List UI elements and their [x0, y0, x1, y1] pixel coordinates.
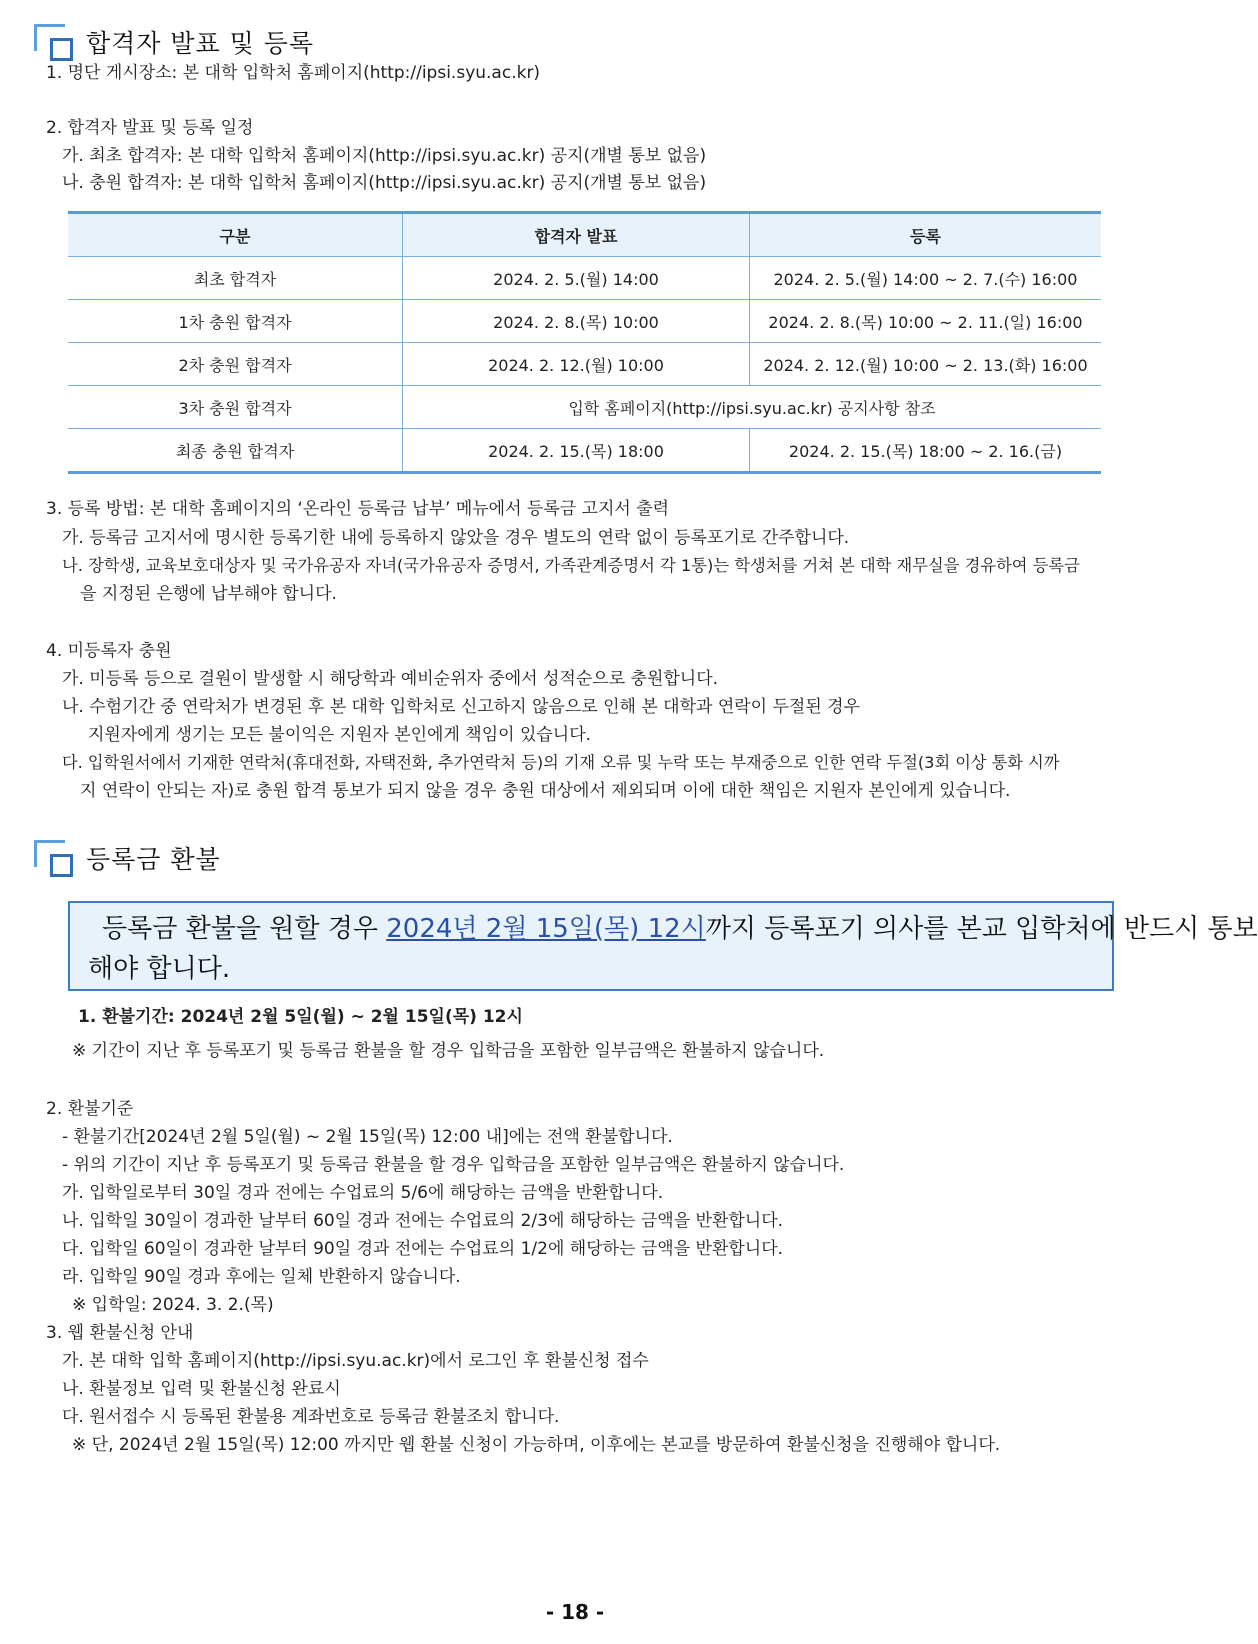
refund-period: 1. 환불기간: 2024년 2월 5일(월) ~ 2월 15일(목) 12시	[78, 1007, 523, 1027]
text-line: 을 지정된 은행에 납부해야 합니다.	[80, 584, 337, 604]
text-line: 지 연락이 안되는 자)로 충원 합격 통보가 되지 않을 경우 충원 대상에서 제외되며 이에 대한 책임은 지원자 본인에게 있습니다.	[80, 781, 1011, 801]
notice-text: 등록금 환불을 원할 경우	[102, 914, 387, 944]
text-line: 나. 충원 합격자: 본 대학 입학처 홈페이지(http://ipsi.syu.ac.kr) 공지(개별 통보 없음)	[62, 173, 707, 193]
text-line: 라. 입학일 90일 경과 후에는 일체 반환하지 않습니다.	[62, 1267, 461, 1287]
text-line: 2. 환불기준	[46, 1099, 134, 1119]
table-cell: 1차 충원 합격자	[68, 300, 403, 343]
table-cell: 2024. 2. 15.(목) 18:00 ~ 2. 16.(금)	[750, 429, 1102, 473]
section-header-refund	[34, 838, 221, 878]
table-header-cell: 합격자 발표	[403, 213, 750, 257]
table-header-row	[68, 213, 1101, 257]
text-line: 가. 본 대학 입학 홈페이지(http://ipsi.syu.ac.kr)에서 로그인 후 환불신청 접수	[62, 1351, 649, 1371]
text-line: ※ 기간이 지난 후 등록포기 및 등록금 환불을 할 경우 입학금을 포함한 일부금액은 환불하지 않습니다.	[72, 1041, 825, 1061]
section-bullet-icon	[34, 840, 74, 876]
table-cell: 최초 합격자	[68, 257, 403, 300]
text-line: 가. 입학일로부터 30일 경과 전에는 수업료의 5/6에 해당하는 금액을 반환합니다.	[62, 1183, 664, 1203]
table-cell: 2차 충원 합격자	[68, 343, 403, 386]
text-line: 가. 미등록 등으로 결원이 발생할 시 해당학과 예비순위자 중에서 성적순으로 충원합니다.	[62, 669, 719, 689]
section-title: 등록금 환불	[86, 845, 221, 874]
table-row	[68, 386, 1101, 429]
table-cell: 2024. 2. 8.(목) 10:00 ~ 2. 11.(일) 16:00	[750, 300, 1102, 343]
notice-deadline: 2024년 2월 15일(목) 12시	[386, 914, 706, 944]
text-line: 4. 미등록자 충원	[46, 641, 172, 661]
table-cell: 입학 홈페이지(http://ipsi.syu.ac.kr) 공지사항 참조	[403, 386, 1102, 429]
table-header-cell: 구분	[68, 213, 403, 257]
table-cell: 2024. 2. 15.(목) 18:00	[403, 429, 750, 473]
notice-text: 까지 등록포기 의사를 본교 입학처에 반드시 통보	[705, 914, 1258, 944]
text-line: 가. 최초 합격자: 본 대학 입학처 홈페이지(http://ipsi.syu.ac.kr) 공지(개별 통보 없음)	[62, 146, 707, 166]
text-line: 3. 웹 환불신청 안내	[46, 1323, 194, 1343]
table-row	[68, 257, 1101, 300]
table-cell: 3차 충원 합격자	[68, 386, 403, 429]
table-header-cell: 등록	[750, 213, 1102, 257]
text-line: 다. 원서접수 시 등록된 환불용 계좌번호로 등록금 환불조치 합니다.	[62, 1407, 560, 1427]
section-title: 합격자 발표 및 등록	[86, 29, 315, 58]
table-row	[68, 300, 1101, 343]
text-line: 3. 등록 방법: 본 대학 홈페이지의 ‘온라인 등록금 납부’ 메뉴에서 등록금 고지서 출력	[46, 499, 670, 519]
table-cell: 최종 충원 합격자	[68, 429, 403, 473]
text-line: 지원자에게 생기는 모든 불이익은 지원자 본인에게 책임이 있습니다.	[88, 725, 592, 745]
text-line: ※ 단, 2024년 2월 15일(목) 12:00 까지만 웹 환불 신청이 가능하며, 이후에는 본교를 방문하여 환불신청을 진행해야 합니다.	[72, 1435, 1001, 1455]
schedule-table	[68, 211, 1101, 474]
section-header-announcement	[34, 22, 314, 62]
table-cell: 2024. 2. 5.(월) 14:00 ~ 2. 7.(수) 16:00	[750, 257, 1102, 300]
text-line: 2. 합격자 발표 및 등록 일정	[46, 118, 254, 138]
text-line: 나. 입학일 30일이 경과한 날부터 60일 경과 전에는 수업료의 2/3에 해당하는 금액을 반환합니다.	[62, 1211, 784, 1231]
text-line: 다. 입학일 60일이 경과한 날부터 90일 경과 전에는 수업료의 1/2에 해당하는 금액을 반환합니다.	[62, 1239, 784, 1259]
text-line: 다. 입학원서에서 기재한 연락처(휴대전화, 자택전화, 추가연락처 등)의 기재 오류 및 누락 또는 부재중으로 인한 연락 두절(3회 이상 통화 시까	[62, 753, 1060, 772]
text-line: 나. 장학생, 교육보호대상자 및 국가유공자 자녀(국가유공자 증명서, 가족관계증명서 각 1통)는 학생처를 거쳐 본 대학 재무실을 경유하여 등록금	[62, 556, 1080, 575]
text-line: ※ 입학일: 2024. 3. 2.(목)	[72, 1295, 274, 1315]
notice-line	[88, 909, 1258, 949]
section-bullet-icon	[34, 24, 74, 60]
table-cell: 2024. 2. 5.(월) 14:00	[403, 257, 750, 300]
table-row	[68, 429, 1101, 473]
refund-notice-box	[68, 901, 1258, 991]
table-cell: 2024. 2. 12.(월) 10:00 ~ 2. 13.(화) 16:00	[750, 343, 1102, 386]
text-line: 나. 환불정보 입력 및 환불신청 완료시	[62, 1379, 341, 1399]
table-cell: 2024. 2. 12.(월) 10:00	[403, 343, 750, 386]
text-line: - 환불기간[2024년 2월 5일(월) ~ 2월 15일(목) 12:00 내]에는 전액 환불합니다.	[62, 1127, 673, 1147]
text-line: - 위의 기간이 지난 후 등록포기 및 등록금 환불을 할 경우 입학금을 포함한 일부금액은 환불하지 않습니다.	[62, 1155, 845, 1175]
table-row	[68, 343, 1101, 386]
text-line: 1. 명단 게시장소: 본 대학 입학처 홈페이지(http://ipsi.syu.ac.kr)	[46, 63, 541, 83]
notice-line: 해야 합니다.	[88, 954, 231, 984]
page-number: - 18 -	[545, 1600, 605, 1624]
text-line: 나. 수험기간 중 연락처가 변경된 후 본 대학 입학처로 신고하지 않음으로 인해 본 대학과 연락이 두절된 경우	[62, 697, 861, 717]
text-line: 가. 등록금 고지서에 명시한 등록기한 내에 등록하지 않았을 경우 별도의 연락 없이 등록포기로 간주합니다.	[62, 528, 850, 548]
table-cell: 2024. 2. 8.(목) 10:00	[403, 300, 750, 343]
